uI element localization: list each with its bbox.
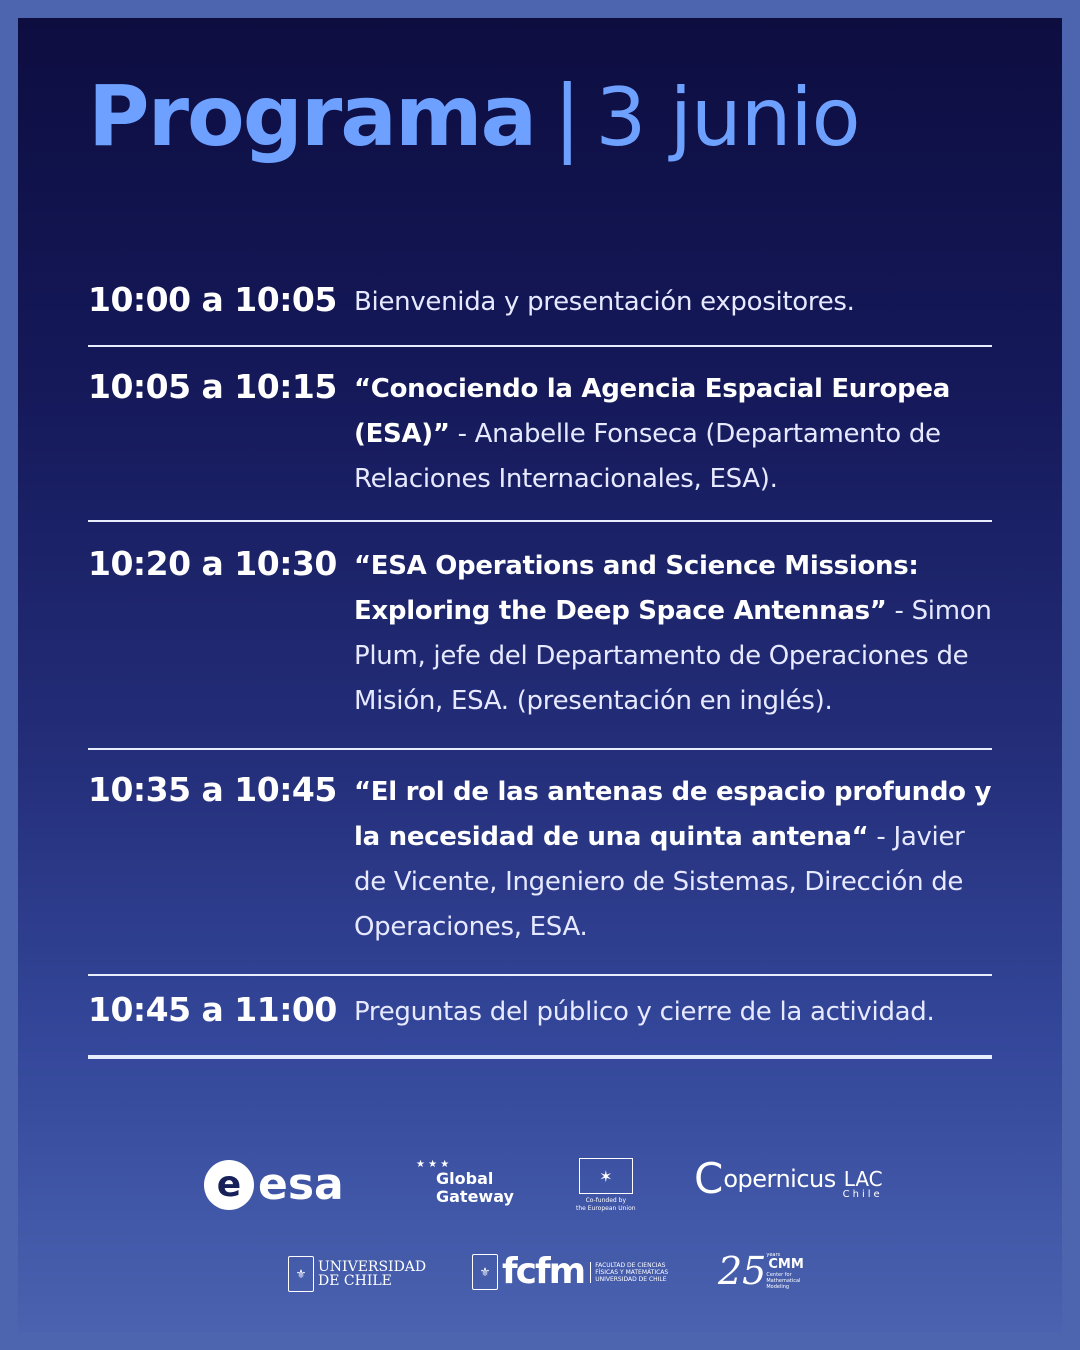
eu-stars-icon: ★ ★ ★	[416, 1159, 450, 1170]
schedule-time: 10:05 a 10:15	[88, 367, 337, 406]
talk-title: “El rol de las antenas de espacio profundo y la necesidad de una quinta antena“	[354, 777, 992, 852]
fcfm-caption	[590, 1262, 668, 1283]
copernicus-chile: Chile	[842, 1188, 883, 1200]
schedule-row	[88, 976, 992, 1059]
cmm-25-mark: 25	[718, 1249, 767, 1293]
esa-mark-icon: e	[204, 1160, 254, 1210]
fcfm-logo	[472, 1251, 669, 1292]
schedule-text: Bienvenida y presentación expositores.	[354, 287, 855, 317]
cmm-sub-line3: Modeling	[766, 1284, 790, 1290]
title-separator: |	[553, 67, 582, 165]
talk-title: “ESA Operations and Science Missions: Exploring the Deep Space Antennas”	[354, 551, 919, 626]
cmm-years: years	[766, 1252, 781, 1258]
universidad-de-chile-logo	[288, 1256, 426, 1292]
uchile-line2: DE CHILE	[318, 1273, 392, 1289]
esa-logo	[204, 1160, 344, 1210]
cmm-logo	[718, 1249, 804, 1293]
schedule-row	[88, 347, 992, 522]
copernicus-lac-logo	[694, 1154, 883, 1203]
global-gateway-logo	[416, 1160, 514, 1206]
schedule-text: - Javier de Vicente, Ingeniero de Sistemas, Dirección de Operaciones, ESA.	[354, 822, 965, 942]
schedule-description	[354, 770, 992, 950]
uchile-line1: UNIVERSIDAD	[318, 1259, 427, 1275]
uchile-text	[314, 1260, 426, 1288]
eu-caption-line2: the European Union	[576, 1205, 636, 1212]
schedule-text: - Anabelle Fonseca (Departamento de Relaciones Internacionales, ESA).	[354, 419, 941, 494]
schedule-row	[88, 522, 992, 750]
crest-icon: ⚜	[288, 1256, 314, 1292]
talk-title: “Conociendo la Agencia Espacial Europea (ESA)”	[354, 374, 950, 449]
global-gateway-line1: Global	[436, 1169, 494, 1188]
schedule-description	[354, 990, 992, 1035]
schedule-time: 10:35 a 10:45	[88, 770, 337, 809]
title-program: Programa	[88, 67, 536, 165]
fcfm-caption-line3: UNIVERSIDAD DE CHILE	[595, 1275, 667, 1283]
schedule-description	[354, 367, 992, 502]
title-date: 3 junio	[595, 71, 860, 164]
global-gateway-line2: Gateway	[436, 1187, 514, 1206]
schedule-time: 10:00 a 10:05	[88, 280, 337, 319]
schedule-time: 10:45 a 11:00	[88, 990, 337, 1029]
schedule-description	[354, 544, 992, 724]
cmm-text: CMM	[768, 1257, 804, 1272]
crest-icon: ⚜	[472, 1254, 498, 1290]
cmm-sub-line1: Center for	[766, 1272, 792, 1278]
schedule-text: - Simon Plum, jefe del Departamento de Operaciones de Misión, ESA. (presentación en inglés).	[354, 596, 992, 716]
eu-caption-line1: Co-funded by	[585, 1197, 626, 1204]
fcfm-caption-line2: FÍSICAS Y MATEMÁTICAS	[595, 1268, 669, 1276]
cmm-sub-line2: Mathematical	[766, 1278, 801, 1284]
eu-cofunded-logo	[576, 1158, 636, 1213]
schedule-row	[88, 260, 992, 347]
eu-stars-icon: ✶	[599, 1166, 613, 1186]
esa-logo-text: esa	[258, 1159, 344, 1210]
fcfm-text: fcfm	[502, 1251, 585, 1292]
poster-panel	[18, 18, 1062, 1332]
schedule-list	[88, 260, 992, 1059]
fcfm-caption-line1: FACULTAD DE CIENCIAS	[595, 1261, 666, 1269]
schedule-description	[354, 280, 992, 325]
schedule-text: Preguntas del público y cierre de la actividad.	[354, 997, 935, 1027]
copernicus-c-icon: C	[694, 1154, 724, 1203]
page-title	[88, 67, 1008, 165]
eu-flag-icon	[579, 1158, 633, 1194]
schedule-row	[88, 750, 992, 976]
schedule-time: 10:20 a 10:30	[88, 544, 337, 583]
copernicus-text: opernicus	[723, 1165, 836, 1193]
copernicus-lac: LAC	[843, 1166, 883, 1191]
